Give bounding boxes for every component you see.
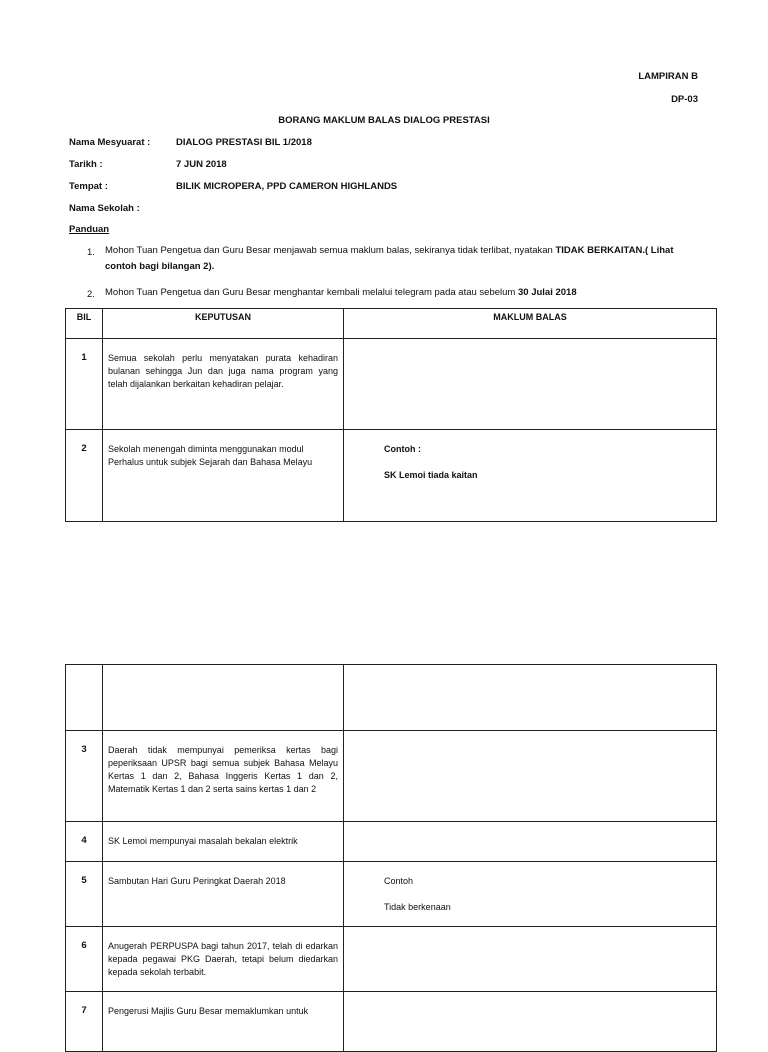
header-keputusan: KEPUTUSAN [103,309,344,339]
guide-item-emphasis: TIDAK BERKAITAN.( Lihat contoh bagi bilangan 2). [105,245,674,272]
row-decision: Pengerusi Majlis Guru Besar memaklumkan untuk [103,992,344,1052]
feedback-table-continued [65,664,717,1052]
table-row [66,731,717,822]
table-header-row [66,309,717,339]
row-feedback-cell[interactable] [344,665,717,731]
row-number: 4 [66,822,103,862]
header-maklum-balas: MAKLUM BALAS [344,309,717,339]
guide-item-text: Mohon Tuan Pengetua dan Guru Besar menjawab semua maklum balas, sekiranya tidak terlibat, nyatakan [105,245,556,256]
guide-item-number: 2. [87,289,95,300]
feedback-line: SK Lemoi tiada kaitan [384,470,478,480]
date-label: Tarikh : [69,159,103,170]
feedback-table [65,308,717,522]
date-value: 7 JUN 2018 [176,159,227,170]
row-decision: Daerah tidak mempunyai pemeriksa kertas bagi peperiksaan UPSR bagi semua subjek Bahasa Melayu Kertas 1 dan 2, Bahasa Inggeris Kertas 1 dan 2, Matematik Kertas 1 dan 2 serta sains kertas 1 dan 2 [103,731,344,822]
table-row [66,862,717,927]
row-decision: Sekolah menengah diminta menggunakan modul Perhalus untuk subjek Sejarah dan Bahasa Melayu [103,430,344,522]
row-feedback-cell[interactable] [344,992,717,1052]
table-row [66,430,717,522]
feedback-line: Contoh [384,876,414,886]
row-number: 2 [66,430,103,522]
appendix-label: LAMPIRAN B [638,71,698,82]
row-number: 3 [66,731,103,822]
row-decision: Semua sekolah perlu menyatakan purata kehadiran bulanan sehingga Jun dan juga nama program yang telah dijalankan berkaitan kehadiran pelajar. [103,339,344,430]
row-feedback-cell[interactable] [344,430,717,522]
meeting-label: Nama Mesyuarat : [69,137,151,148]
header-bil: BIL [66,309,103,339]
meeting-value: DIALOG PRESTASI BIL 1/2018 [176,137,312,148]
venue-value: BILIK MICROPERA, PPD CAMERON HIGHLANDS [176,181,398,192]
feedback-line: Contoh : [384,444,421,454]
row-number: 5 [66,862,103,927]
feedback-line: Tidak berkenaan [384,902,451,912]
table-row [66,927,717,992]
row-feedback-cell[interactable] [344,822,717,862]
guide-item [105,243,695,275]
table-row [66,339,717,430]
row-decision: SK Lemoi mempunyai masalah bekalan elektrik [103,822,344,862]
row-decision: Sambutan Hari Guru Peringkat Daerah 2018 [103,862,344,927]
venue-label: Tempat : [69,181,108,192]
school-label: Nama Sekolah : [69,203,140,214]
document-code: DP-03 [671,94,698,105]
row-number: 7 [66,992,103,1052]
row-feedback-cell[interactable] [344,339,717,430]
row-number [66,665,103,731]
guide-item-emphasis: 30 Julai 2018 [517,287,577,298]
row-decision: Anugerah PERPUSPA bagi tahun 2017, telah di edarkan kepada pegawai PKG Daerah, tetapi belum diedarkan kepada sekolah terbabit. [103,927,344,992]
row-feedback-cell[interactable] [344,862,717,927]
guide-item-number: 1. [87,247,95,258]
guide-item-text: Mohon Tuan Pengetua dan Guru Besar menghantar kembali melalui telegram pada atau sebelum [105,287,518,298]
page-title: BORANG MAKLUM BALAS DIALOG PRESTASI [278,115,490,126]
table-row [66,822,717,862]
row-number: 1 [66,339,103,430]
table-row [66,992,717,1052]
guide-item [105,285,695,301]
row-feedback-cell[interactable] [344,927,717,992]
guide-title: Panduan [69,224,110,235]
row-feedback-cell[interactable] [344,731,717,822]
row-number: 6 [66,927,103,992]
table-row [66,665,717,731]
row-decision [103,665,344,731]
